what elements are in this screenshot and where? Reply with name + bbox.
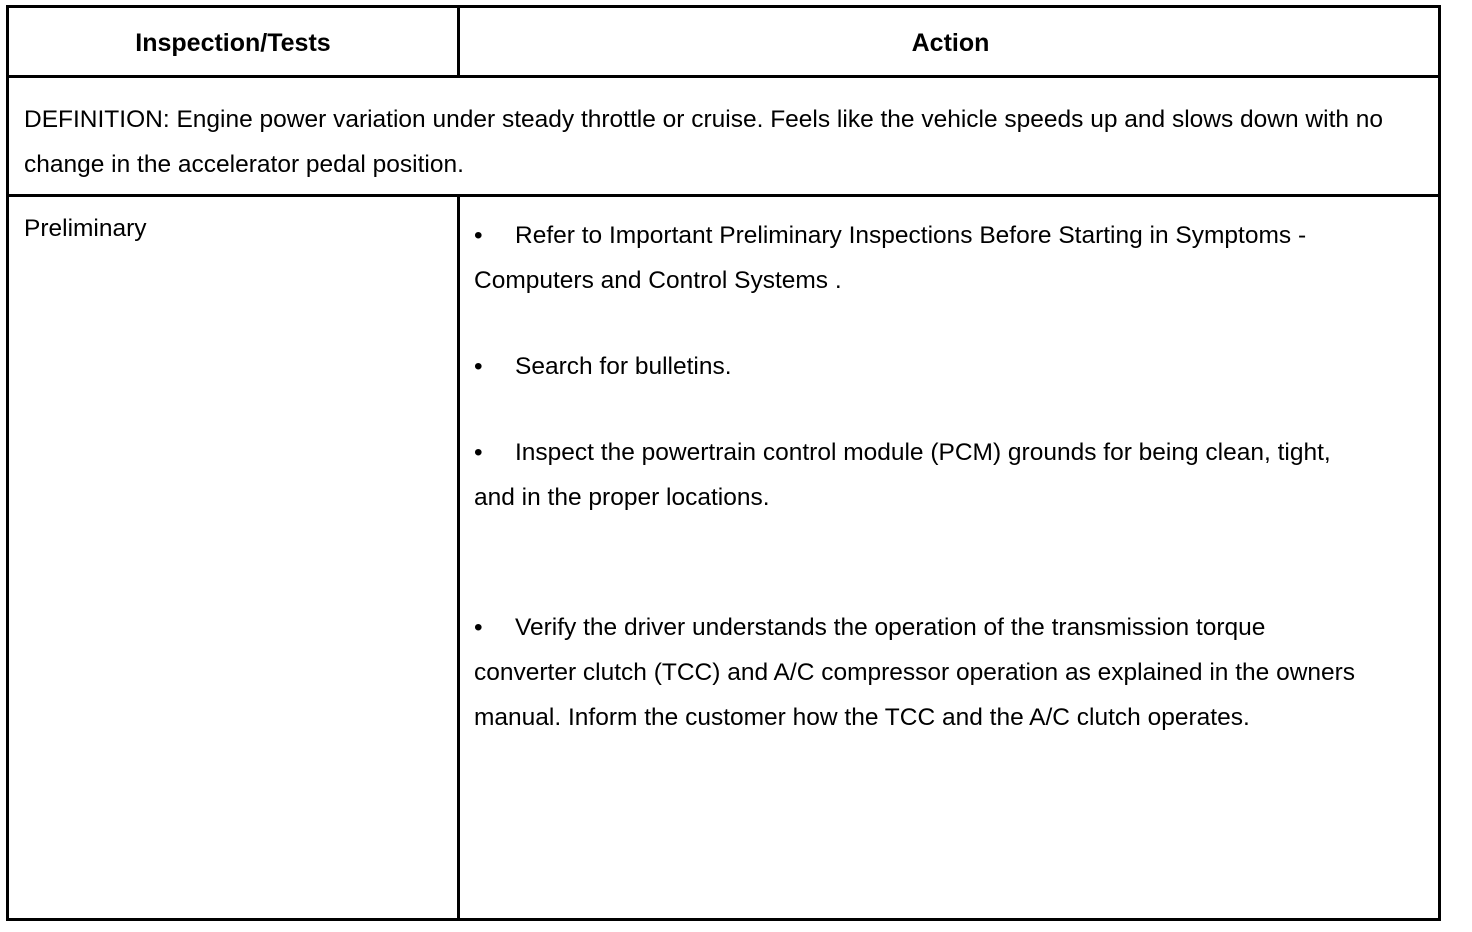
action-text: Verify the driver understands the operation of the transmission torque converter clutch (TCC) and A/C compressor operation as explained in the owners manual. Inform the customer how the TCC and the A/C clutch operates.	[474, 614, 1356, 731]
bullet-icon: •	[474, 353, 483, 380]
action-text: Search for bulletins.	[515, 353, 732, 380]
action-text: Inspect the powertrain control module (PCM) grounds for being clean, tight, and in the proper locations.	[474, 439, 1331, 511]
bullet-icon: •	[474, 614, 483, 641]
action-item	[474, 344, 1374, 389]
action-item	[474, 430, 1374, 520]
header-inspection-tests: Inspection/Tests	[135, 28, 331, 57]
bullet-icon: •	[474, 439, 483, 466]
action-item	[474, 605, 1374, 740]
body-column-divider	[457, 194, 460, 918]
bullet-icon: •	[474, 222, 483, 249]
header-action: Action	[911, 28, 990, 57]
action-text: Refer to Important Preliminary Inspections Before Starting in Symptoms - Computers and Control Systems .	[474, 222, 1307, 294]
definition-bottom-rule	[9, 194, 1438, 197]
diagnostic-table	[6, 5, 1441, 921]
action-item	[474, 213, 1374, 303]
definition-text: DEFINITION: Engine power variation under steady throttle or cruise. Feels like the vehicle speeds up and slows down with no change in the accelerator pedal position.	[24, 106, 1384, 178]
test-step-preliminary: Preliminary	[24, 215, 147, 242]
